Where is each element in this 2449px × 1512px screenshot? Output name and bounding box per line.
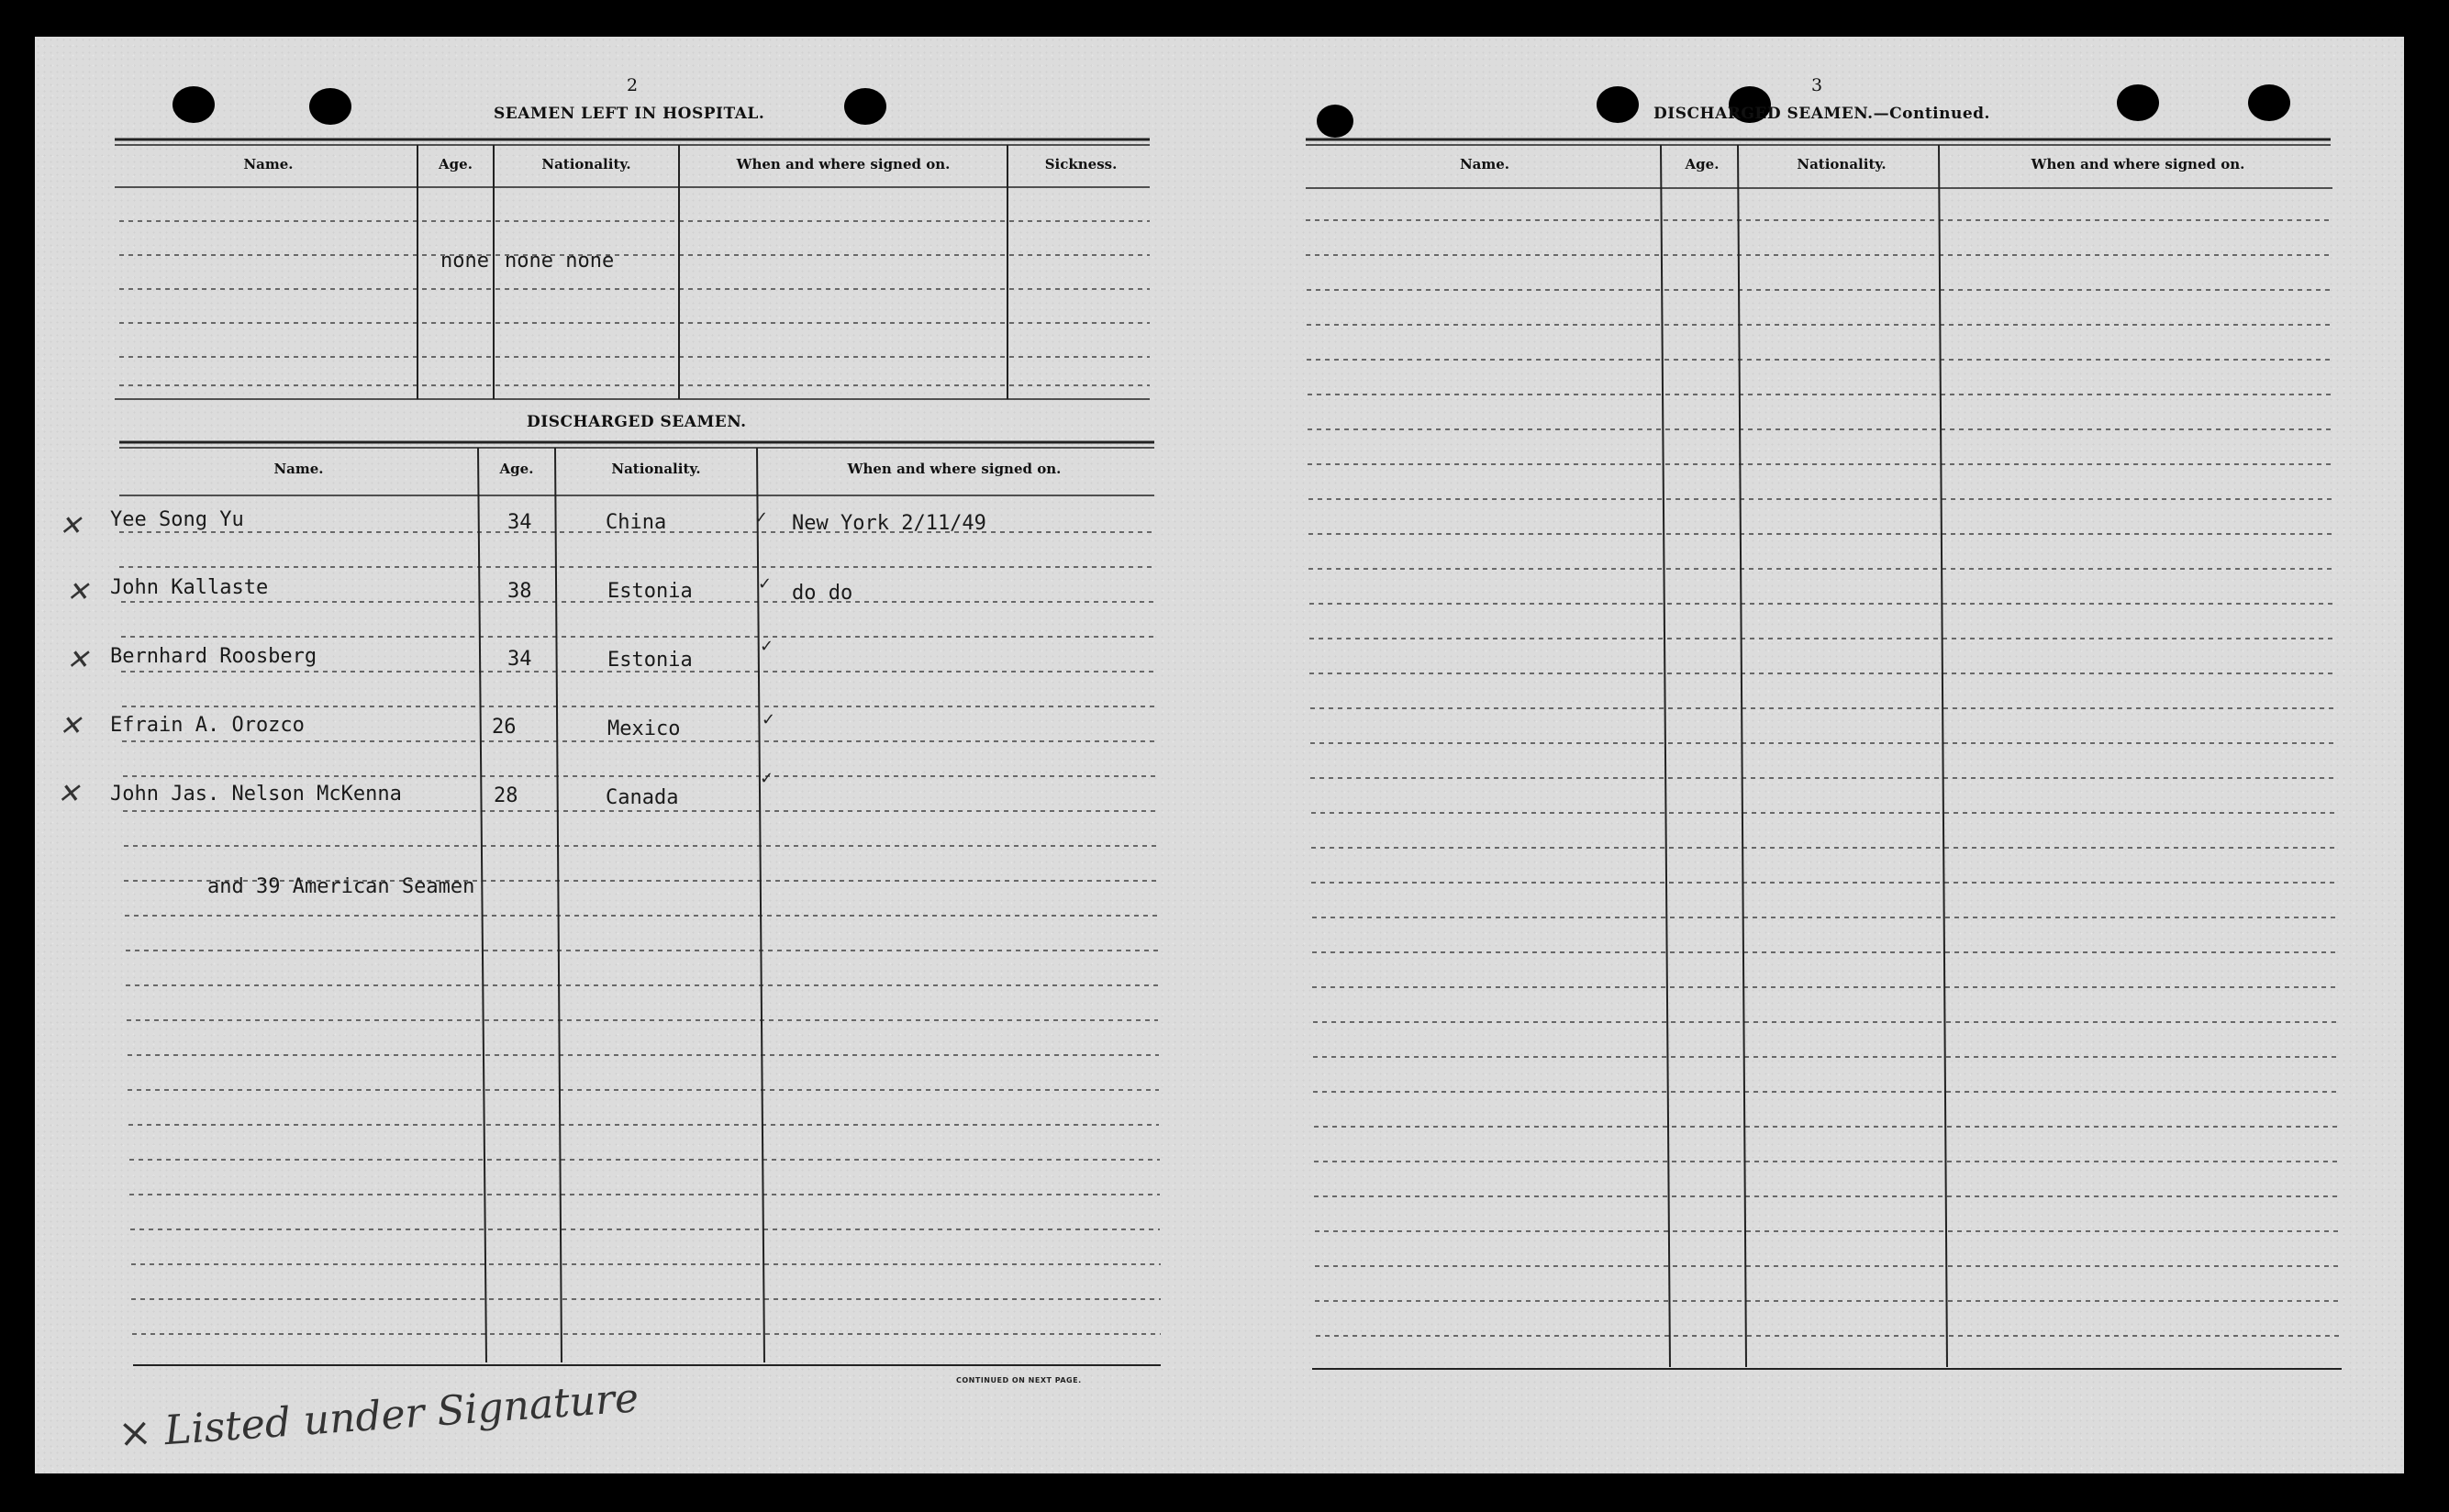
discharged-header-nationality: Nationality. [611,461,701,477]
right-header-signed-on: When and where signed on. [2031,156,2245,172]
discharged-header-name: Name. [273,461,324,477]
hospital-header-nationality: Nationality. [541,156,631,172]
seaman-nationality: China [606,511,667,534]
seaman-name: Yee Song Yu [110,508,244,531]
hospital-header-sickness: Sickness. [1044,156,1118,172]
seaman-age: 34 [507,648,532,671]
discharged-continued-title: DISCHARGED SEAMEN.—Continued. [1653,105,1990,123]
check-mark: ✓ [760,637,774,656]
right-header-nationality: Nationality. [1797,156,1887,172]
cross-mark: ✕ [66,644,90,676]
seaman-age: 38 [507,580,532,603]
seaman-signed-on: New York 2/11/49 [792,512,986,535]
hospital-header-signed-on: When and where signed on. [736,156,951,172]
page-number-right: 3 [1811,75,1823,95]
right-header-age: Age. [1685,156,1720,172]
page-number-left: 2 [627,75,639,95]
hospital-section-title: SEAMEN LEFT IN HOSPITAL. [494,105,765,123]
check-mark: ✓ [762,710,776,729]
check-mark: ✓ [758,574,773,594]
cross-mark: ✕ [59,710,83,742]
hospital-header-age: Age. [439,156,473,172]
check-mark: ✓ [754,508,769,528]
hospital-nationality-entry: none none [505,250,615,272]
handwritten-note: × Listed under Signature [116,1374,640,1458]
seaman-name: Efrain A. Orozco [110,714,305,737]
cross-mark: ✕ [66,576,90,608]
discharged-header-signed-on: When and where signed on. [847,461,1062,477]
seaman-signed-on: do do [792,582,853,605]
seaman-age: 34 [507,511,532,534]
seaman-age: 28 [494,784,518,807]
cross-mark: ✕ [57,778,81,810]
discharged-header-age: Age. [499,461,534,477]
hospital-age-entry: none [440,250,489,272]
seaman-nationality: Canada [606,786,679,809]
seaman-nationality: Mexico [607,717,681,740]
seaman-age: 26 [492,716,517,739]
summary-line: and 39 American Seamen [207,875,475,898]
seaman-nationality: Estonia [607,580,693,603]
right-header-name: Name. [1459,156,1510,172]
check-mark: ✓ [760,769,774,788]
hospital-header-name: Name. [243,156,294,172]
seaman-name: John Jas. Nelson McKenna [110,783,402,806]
continued-note: CONTINUED ON NEXT PAGE. [956,1376,1082,1384]
discharged-section-title: DISCHARGED SEAMEN. [527,413,747,431]
cross-mark: ✕ [59,510,83,542]
seaman-name: John Kallaste [110,576,269,599]
seaman-nationality: Estonia [607,649,693,672]
seaman-name: Bernhard Roosberg [110,645,317,668]
